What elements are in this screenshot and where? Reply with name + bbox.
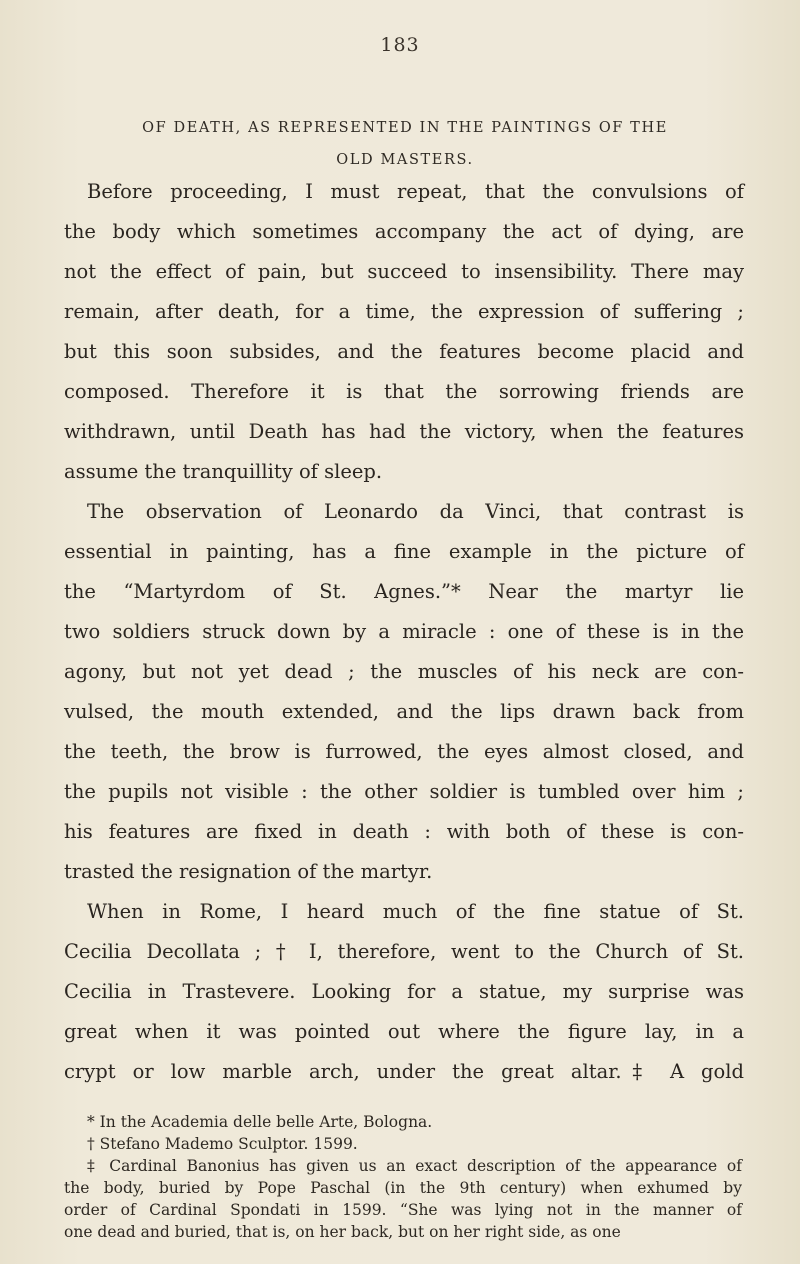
body-line: composed. Therefore it is that the sorrowing friends are (64, 380, 744, 403)
chapter-heading-line-1: OF DEATH, AS REPRESENTED IN THE PAINTINGS OF THE (142, 120, 668, 136)
body-line: agony, but not yet dead ; the muscles of his neck are con- (64, 660, 744, 683)
body-line: trasted the resignation of the martyr. (64, 860, 433, 883)
body-line: not the effect of pain, but succeed to insensibility. There may (64, 260, 744, 283)
body-line: withdrawn, until Death has had the victory, when the features (64, 420, 744, 443)
body-line: Before proceeding, I must repeat, that the convulsions of (87, 180, 744, 203)
chapter-heading-line-2: OLD MASTERS. (336, 152, 474, 168)
body-line: Cecilia in Trastevere. Looking for a statue, my surprise was (64, 980, 744, 1003)
footnote: * In the Academia delle belle Arte, Bologna. (87, 1113, 433, 1131)
footnote: ‡ Cardinal Banonius has given us an exact description of the appearance of (87, 1157, 742, 1175)
body-line: the body which sometimes accompany the act of dying, are (64, 220, 744, 243)
body-line: two soldiers struck down by a miracle : one of these is in the (64, 620, 744, 643)
body-line: great when it was pointed out where the figure lay, in a (64, 1020, 744, 1043)
page-number: 183 (380, 34, 420, 56)
body-line: remain, after death, for a time, the expression of suffering ; (64, 300, 744, 323)
body-line: the teeth, the brow is furrowed, the eyes almost closed, and (64, 740, 744, 763)
body-line: but this soon subsides, and the features become placid and (64, 340, 744, 363)
body-line: When in Rome, I heard much of the fine statue of St. (87, 900, 744, 923)
body-line: vulsed, the mouth extended, and the lips drawn back from (64, 700, 744, 723)
body-line: his features are fixed in death : with both of these is con- (64, 820, 744, 843)
footnote: † Stefano Mademo Sculptor. 1599. (87, 1135, 358, 1153)
body-line: Cecilia Decollata ; † I, therefore, went to the Church of St. (64, 940, 744, 963)
body-line: essential in painting, has a fine example in the picture of (64, 540, 744, 563)
body-line: the “Martyrdom of St. Agnes.”* Near the martyr lie (64, 580, 744, 603)
body-line: assume the tranquillity of sleep. (64, 460, 383, 483)
footnote: the body, buried by Pope Paschal (in the 9th century) when exhumed by (64, 1179, 742, 1197)
footnote: one dead and buried, that is, on her back, but on her right side, as one (64, 1223, 621, 1241)
body-line: the pupils not visible : the other soldier is tumbled over him ; (64, 780, 744, 803)
body-line: The observation of Leonardo da Vinci, that contrast is (87, 500, 744, 523)
body-line: crypt or low marble arch, under the great altar.‡ A gold (64, 1060, 744, 1083)
footnote: order of Cardinal Spondati in 1599. “She was lying not in the manner of (64, 1201, 742, 1219)
